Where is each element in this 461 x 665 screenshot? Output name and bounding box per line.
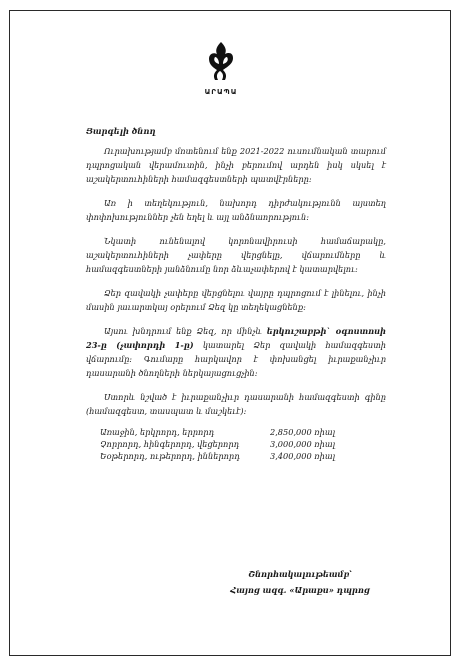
price-label: Առաջին, երկրորդ, երրորդ (100, 427, 215, 437)
price-value: 3,400,000 ռիալ (270, 451, 336, 461)
price-value: 2,850,000 ռիալ (270, 427, 336, 437)
paragraph-5 (86, 324, 386, 380)
paragraph-4: Ձեր զավակի չափերը վերցնելու վայրը դպրոցում է լինելու, ինչի մասին յաւարտկայ օրերում Ձեզ կը տեղեկացնենք: (86, 288, 386, 312)
paragraph-6: Ստորև նշված է իւրաքանչիւր դասարանի համազգեստի գինը (համազգեստ, տասպատ և մաշկեւէ): (86, 392, 386, 416)
closing-text: Շնորհակալութեամբ՝ (248, 569, 352, 579)
signature-block (200, 566, 400, 598)
price-row (100, 450, 386, 462)
paragraph-3: Նկատի ունենալով կորոնավիրուսի համաճարակը, աշակերտուհիների չափերը վերցնելը, վճարումները և համազգեստների յանձնումը նոր ձևաչափերով է կատարվելու: (86, 236, 386, 274)
publisher-name: ԱՐԱՊԱ (204, 88, 238, 96)
price-row (100, 438, 386, 450)
price-label: Եօթերորդ, ութերորդ, իններորդ (100, 451, 240, 461)
letter-body (86, 124, 386, 462)
arapa-logo-icon (203, 40, 239, 82)
paragraph-1: Ուրախությամբ մոտենում ենք 2021-2022 ուսումնական տարում դպրոցական վերամուտին, ինչի բերումով արդեն իսկ սկսել է աշակերտուհիների համազգեստների պատվէրները: (86, 146, 386, 184)
salutation: Յարգելի ծնող (86, 126, 156, 136)
price-row (100, 426, 386, 438)
price-label: Չորրորդ, հինգերորդ, վեցերորդ (100, 439, 240, 449)
signature-text: Հայոց ազգ. «Արաքս» դպրոց (230, 585, 370, 595)
paragraph-2: Առ ի տեղեկություն, նախորդ դիրժակությունն այստեղ փոփոխություններ չեն եղել և այլ անձնաորություն: (86, 198, 386, 222)
paragraph-5-prefix: Այսու խնդրում ենք Ձեզ, որ մինչև (104, 326, 267, 336)
paragraph-5-suffix: կատարել Ձեր զավակի համազգեստի վճարումը: Գումարը հարկավոր է փոխանցել իւրաքանչիւր դասարանի ծնողների ներկայացուցչին: (86, 340, 387, 378)
deadline-text: երկուշաբթի` օգոստոսի 23-ը (չափորդի 1-ը) (86, 326, 386, 350)
price-value: 3,000,000 ռիալ (270, 439, 336, 449)
price-list (100, 426, 386, 462)
